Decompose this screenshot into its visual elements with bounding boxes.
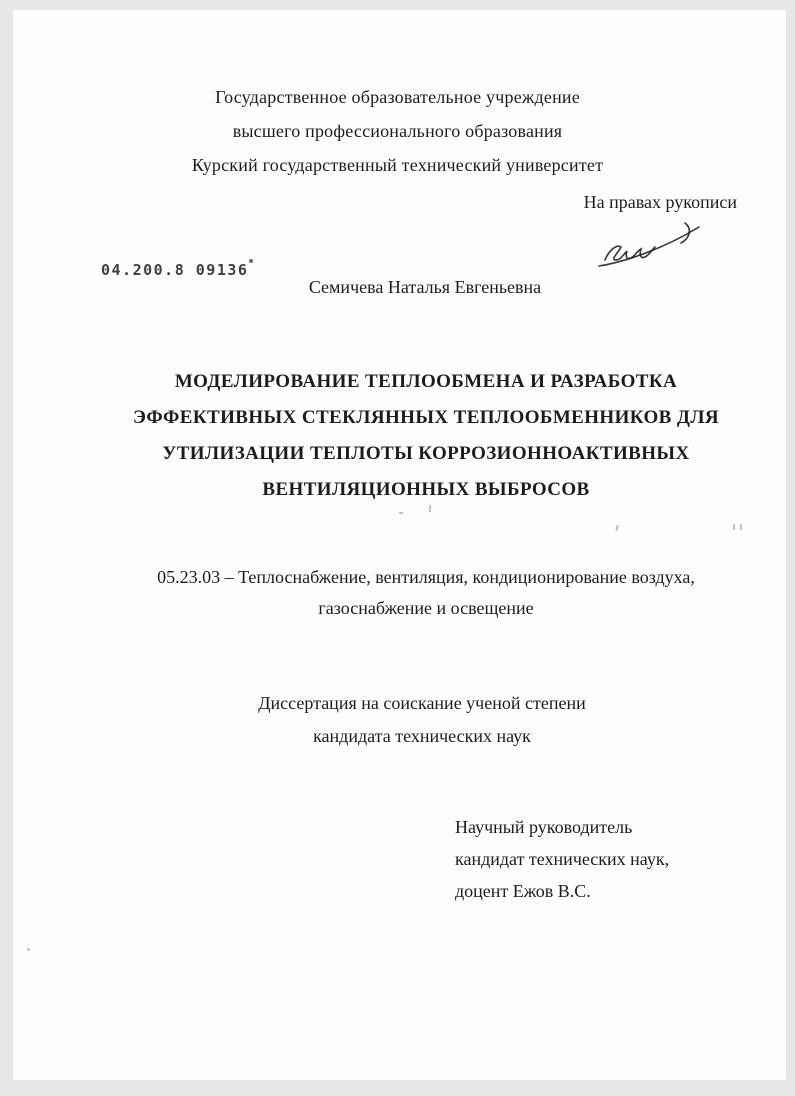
supervisor-block [455, 811, 669, 907]
specialty-line-2: газоснабжение и освещение [318, 598, 534, 618]
dissertation-title-line: ВЕНТИЛЯЦИОННЫХ ВЫБРОСОВ [262, 479, 590, 500]
supervisor-line-3: доцент Ежов В.С. [455, 881, 591, 901]
scan-artifact [740, 524, 742, 530]
degree-line-1: Диссертация на соискание ученой степени [258, 693, 586, 713]
supervisor-line-1: Научный руководитель [455, 817, 633, 837]
handwritten-signature-icon [595, 220, 707, 274]
inventory-stamp-number: 04.200.8 09136 [101, 261, 249, 279]
specialty-line-1: 05.23.03 – Теплоснабжение, вентиляция, кондиционирование воздуха, [157, 567, 695, 587]
author-name: Семичева Наталья Евгеньевна [308, 277, 542, 297]
institution-line-1: Государственное образовательное учреждение [215, 87, 580, 107]
manuscript-rights-note: На правах рукописи [583, 192, 737, 212]
dissertation-title-line: МОДЕЛИРОВАНИЕ ТЕПЛООБМЕНА И РАЗРАБОТКА [174, 371, 678, 392]
dissertation-title-line: ЭФФЕКТИВНЫХ СТЕКЛЯННЫХ ТЕПЛООБМЕННИКОВ ДЛЯ [132, 407, 720, 428]
specialty-code-block [60, 562, 792, 624]
institution-line-2: высшего профессионального образования [232, 121, 563, 141]
scan-artifact [733, 524, 735, 530]
degree-line-2: кандидата технических наук [313, 726, 531, 746]
scan-artifact [399, 512, 403, 514]
institution-line-3: Курский государственный технический университет [191, 155, 604, 175]
institution-header [0, 80, 795, 182]
scan-artifact [27, 948, 30, 951]
degree-statement [50, 687, 794, 753]
dissertation-title [60, 364, 792, 508]
dissertation-title-line: УТИЛИЗАЦИИ ТЕПЛОТЫ КОРРОЗИОННОАКТИВНЫХ [162, 443, 690, 464]
scan-artifact [429, 505, 431, 512]
stamp-mark [249, 259, 253, 263]
supervisor-line-2: кандидат технических наук, [455, 849, 670, 869]
